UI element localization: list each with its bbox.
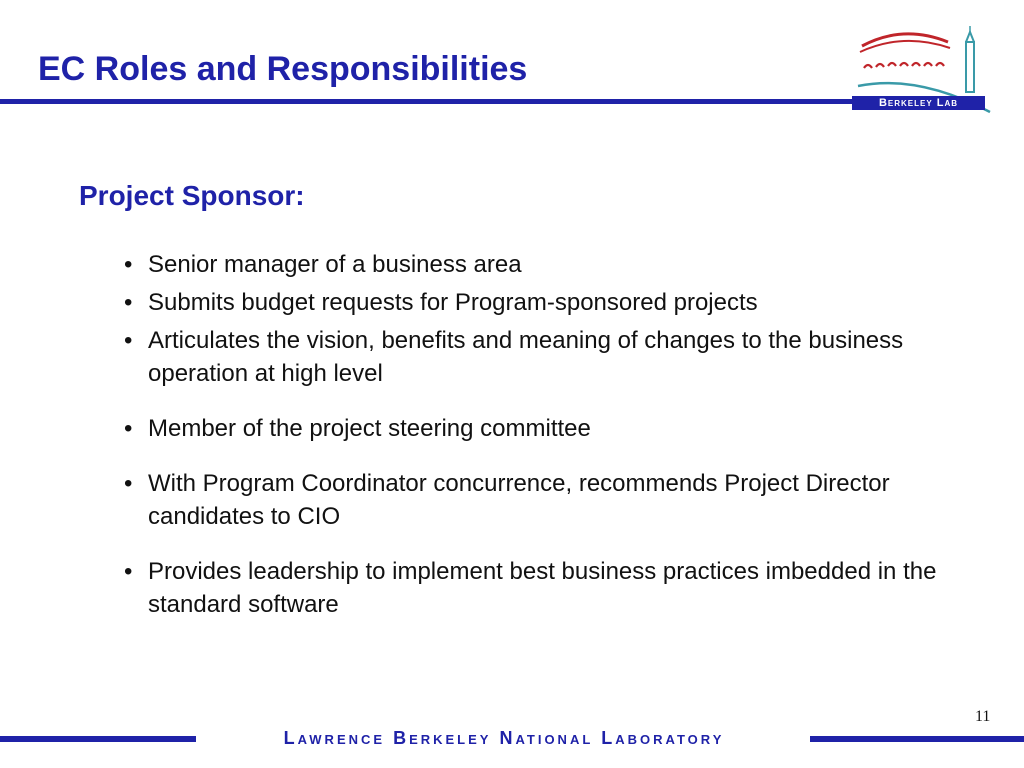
slide-title: EC Roles and Responsibilities bbox=[38, 50, 528, 88]
footer-rule-right bbox=[810, 736, 1024, 742]
section-heading: Project Sponsor: bbox=[79, 180, 305, 211]
bullet-item: • Articulates the vision, benefits and meaning of changes to the business operation at high level bbox=[120, 324, 940, 390]
bullet-item: • With Program Coordinator concurrence, recommends Project Director candidates to CIO bbox=[120, 467, 940, 533]
footer-rule-left bbox=[0, 736, 196, 742]
bullet-item: • Member of the project steering committee bbox=[120, 412, 940, 445]
footer-lab-name: Lawrence Berkeley National Laboratory bbox=[283, 728, 725, 748]
bullet-item: • Senior manager of a business area bbox=[120, 248, 940, 281]
bullet-item: • Provides leadership to implement best business practices imbedded in the standard software bbox=[120, 555, 940, 621]
logo-plate: Berkeley Lab bbox=[852, 96, 985, 110]
bullet-list bbox=[120, 248, 940, 621]
title-divider bbox=[0, 99, 852, 104]
bullet-item: • Submits budget requests for Program-sponsored projects bbox=[120, 286, 940, 319]
page-number: 11 bbox=[975, 708, 991, 725]
